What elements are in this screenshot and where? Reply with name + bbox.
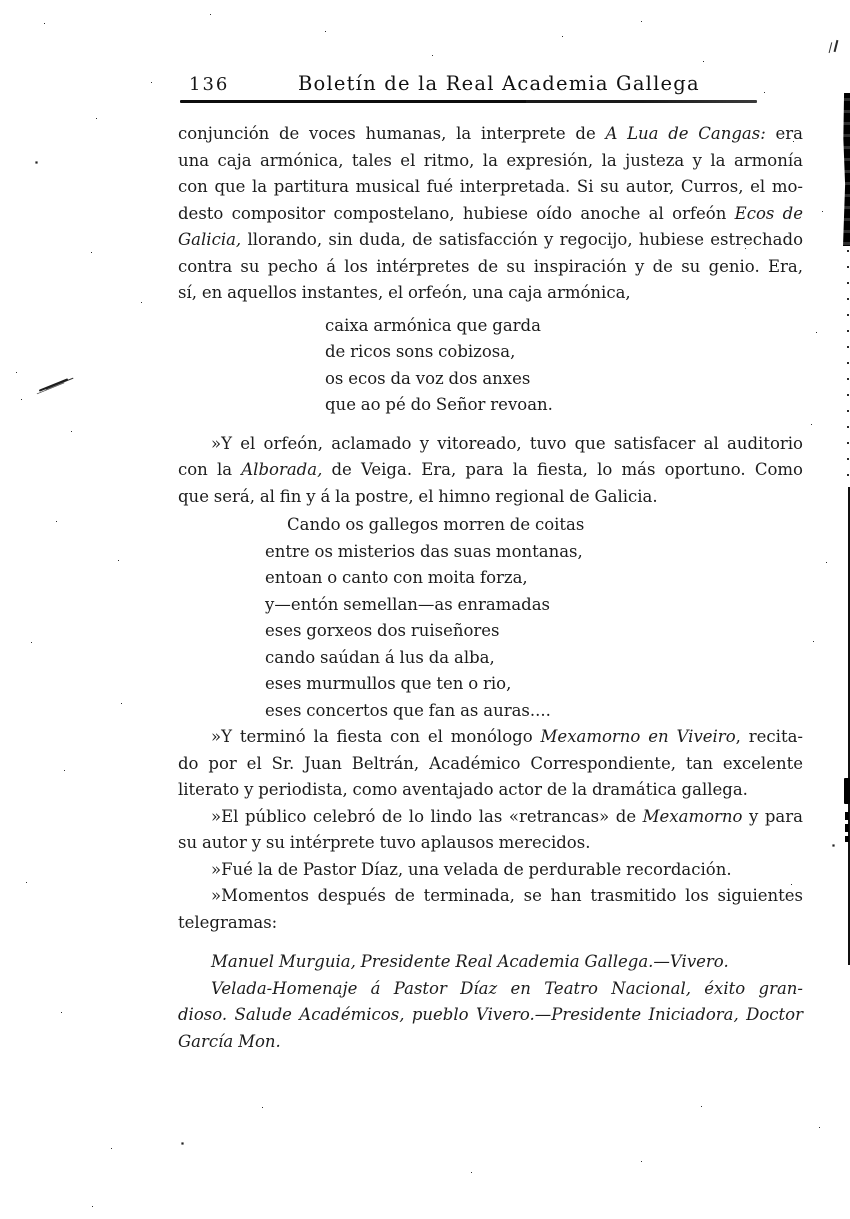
verse-block bbox=[325, 313, 803, 419]
text-line bbox=[178, 830, 803, 857]
text-segment: »Y terminó la fiesta con el monólogo bbox=[211, 727, 541, 746]
text-line bbox=[178, 976, 803, 1003]
text-line bbox=[178, 751, 803, 778]
scan-edge-blob bbox=[844, 778, 850, 804]
text-segment: y para bbox=[742, 806, 803, 826]
text-line bbox=[178, 201, 803, 228]
text-line bbox=[178, 431, 803, 458]
italic-text: dioso. Salude Académicos, pueblo Vivero.—Presidente Iniciadora, Doctor bbox=[178, 1005, 803, 1024]
text-line bbox=[265, 618, 803, 645]
text-line bbox=[265, 698, 803, 725]
text-segment: os ecos da voz dos anxes bbox=[325, 368, 531, 388]
text-segment: conjunción de voces humanas, la interprete de bbox=[178, 124, 606, 143]
text-line bbox=[178, 857, 803, 884]
text-segment: »Y el orfeón, aclamado y vitoreado, tuvo que satisfacer al auditorio bbox=[211, 433, 803, 453]
text-line bbox=[265, 592, 803, 619]
text-line bbox=[178, 484, 803, 511]
para-block bbox=[178, 804, 803, 857]
text-line bbox=[178, 254, 803, 281]
italic-text: Mexamorno en Viveiro bbox=[540, 727, 736, 746]
text-segment: era bbox=[765, 124, 804, 143]
page-number: 136 bbox=[189, 74, 230, 95]
para-block bbox=[178, 121, 803, 307]
verse-block bbox=[265, 512, 803, 724]
text-line bbox=[178, 148, 803, 175]
text-segment: con que la partitura musical fué interpretada. Si su autor, Curros, el mo- bbox=[178, 177, 803, 196]
scan-edge-blob-2 bbox=[845, 812, 849, 842]
text-line bbox=[178, 121, 803, 148]
text-line bbox=[178, 1002, 803, 1029]
italic-text: Alborada, bbox=[241, 460, 323, 479]
pen-stroke-mark bbox=[39, 378, 68, 391]
text-segment: que será, al fin y á la postre, el himno regional de Galicia. bbox=[178, 486, 658, 506]
text-segment: »El público celebró de lo lindo las «retrancas» de bbox=[211, 806, 643, 826]
telegram-block bbox=[178, 949, 803, 976]
text-segment: , recita- bbox=[735, 727, 803, 746]
text-line bbox=[178, 724, 803, 751]
text-segment: cando saúdan á lus da alba, bbox=[265, 647, 495, 667]
italic-text: Galicia, bbox=[178, 230, 242, 249]
para-block bbox=[178, 857, 803, 884]
text-segment: y—entón semellan—as enramadas bbox=[265, 594, 551, 614]
text-line bbox=[178, 174, 803, 201]
text-segment: literato y periodista, como aventajado actor de la dramática gallega. bbox=[178, 780, 748, 799]
text-line bbox=[178, 227, 803, 254]
scan-noise-speckles bbox=[0, 0, 1, 1]
text-segment: su autor y su intérprete tuvo aplausos merecidos. bbox=[178, 833, 591, 852]
text-line bbox=[178, 280, 803, 307]
text-segment: do por el Sr. Juan Beltrán, Académico Correspondiente, tan excelente bbox=[178, 753, 803, 773]
text-segment: sí, en aquellos instantes, el orfeón, una caja armónica, bbox=[178, 283, 631, 302]
text-segment: con la bbox=[178, 460, 242, 479]
text-line bbox=[178, 910, 803, 937]
text-line bbox=[325, 313, 803, 340]
text-segment: »Momentos después de terminada, se han trasmitido los siguientes bbox=[211, 886, 803, 905]
italic-text: Mexamorno bbox=[642, 806, 743, 826]
text-segment: eses murmullos que ten o rio, bbox=[265, 674, 512, 693]
text-line bbox=[178, 1029, 803, 1056]
text-segment: eses concertos que fan as auras.... bbox=[265, 700, 551, 720]
text-segment: caixa armónica que garda bbox=[325, 315, 541, 335]
text-segment: de Veiga. Era, para la fiesta, lo más oportuno. Como bbox=[322, 460, 803, 479]
italic-text: A Lua de Cangas: bbox=[605, 124, 766, 143]
text-segment: una caja armónica, tales el ritmo, la expresión, la justeza y la armonía bbox=[178, 150, 803, 170]
telegram-block bbox=[178, 976, 803, 1056]
text-line bbox=[178, 883, 803, 910]
text-line bbox=[325, 366, 803, 393]
text-line bbox=[178, 804, 803, 831]
para-block bbox=[178, 431, 803, 511]
text-line bbox=[178, 777, 803, 804]
corner-mark bbox=[834, 40, 839, 52]
text-segment: de ricos sons cobizosa, bbox=[325, 342, 516, 361]
text-line bbox=[325, 392, 803, 419]
text-segment: entoan o canto con moita forza, bbox=[265, 568, 528, 587]
italic-text: Manuel Murguia, Presidente Real Academia Gallega.—Vivero. bbox=[211, 952, 729, 971]
italic-text: García Mon. bbox=[178, 1031, 281, 1051]
text-line bbox=[178, 949, 803, 976]
text-segment: desto compositor compostelano, hubiese oído anoche al orfeón bbox=[178, 203, 735, 223]
text-line bbox=[265, 539, 803, 566]
text-segment: »Fué la de Pastor Díaz, una velada de perdurable recordación. bbox=[211, 859, 732, 879]
text-line bbox=[325, 339, 803, 366]
text-column bbox=[178, 121, 803, 1055]
text-segment: contra su pecho á los intérpretes de su inspiración y de su genio. Era, bbox=[178, 256, 803, 276]
text-line bbox=[265, 645, 803, 672]
italic-text: Velada-Homenaje á Pastor Díaz en Teatro Nacional, éxito gran- bbox=[211, 978, 803, 998]
text-segment: telegramas: bbox=[178, 912, 278, 932]
text-segment: Cando os gallegos morren de coitas bbox=[287, 515, 585, 534]
text-line bbox=[265, 671, 803, 698]
header-rule bbox=[180, 100, 757, 103]
para-block bbox=[178, 724, 803, 804]
text-segment: que ao pé do Señor revoan. bbox=[325, 395, 553, 414]
text-line bbox=[265, 512, 803, 539]
scan-edge-dots bbox=[847, 250, 849, 485]
text-line bbox=[178, 457, 803, 484]
text-segment: entre os misterios das suas montanas, bbox=[265, 541, 583, 561]
text-segment: llorando, sin duda, de satisfacción y regocijo, hubiese estrechado bbox=[241, 230, 803, 249]
text-segment: eses gorxeos dos ruiseñores bbox=[265, 621, 500, 640]
italic-text: Ecos de bbox=[734, 203, 803, 223]
scan-edge-band bbox=[843, 93, 850, 246]
header-title: Boletín de la Real Academia Gallega bbox=[298, 72, 700, 95]
para-block bbox=[178, 883, 803, 936]
text-line bbox=[265, 565, 803, 592]
